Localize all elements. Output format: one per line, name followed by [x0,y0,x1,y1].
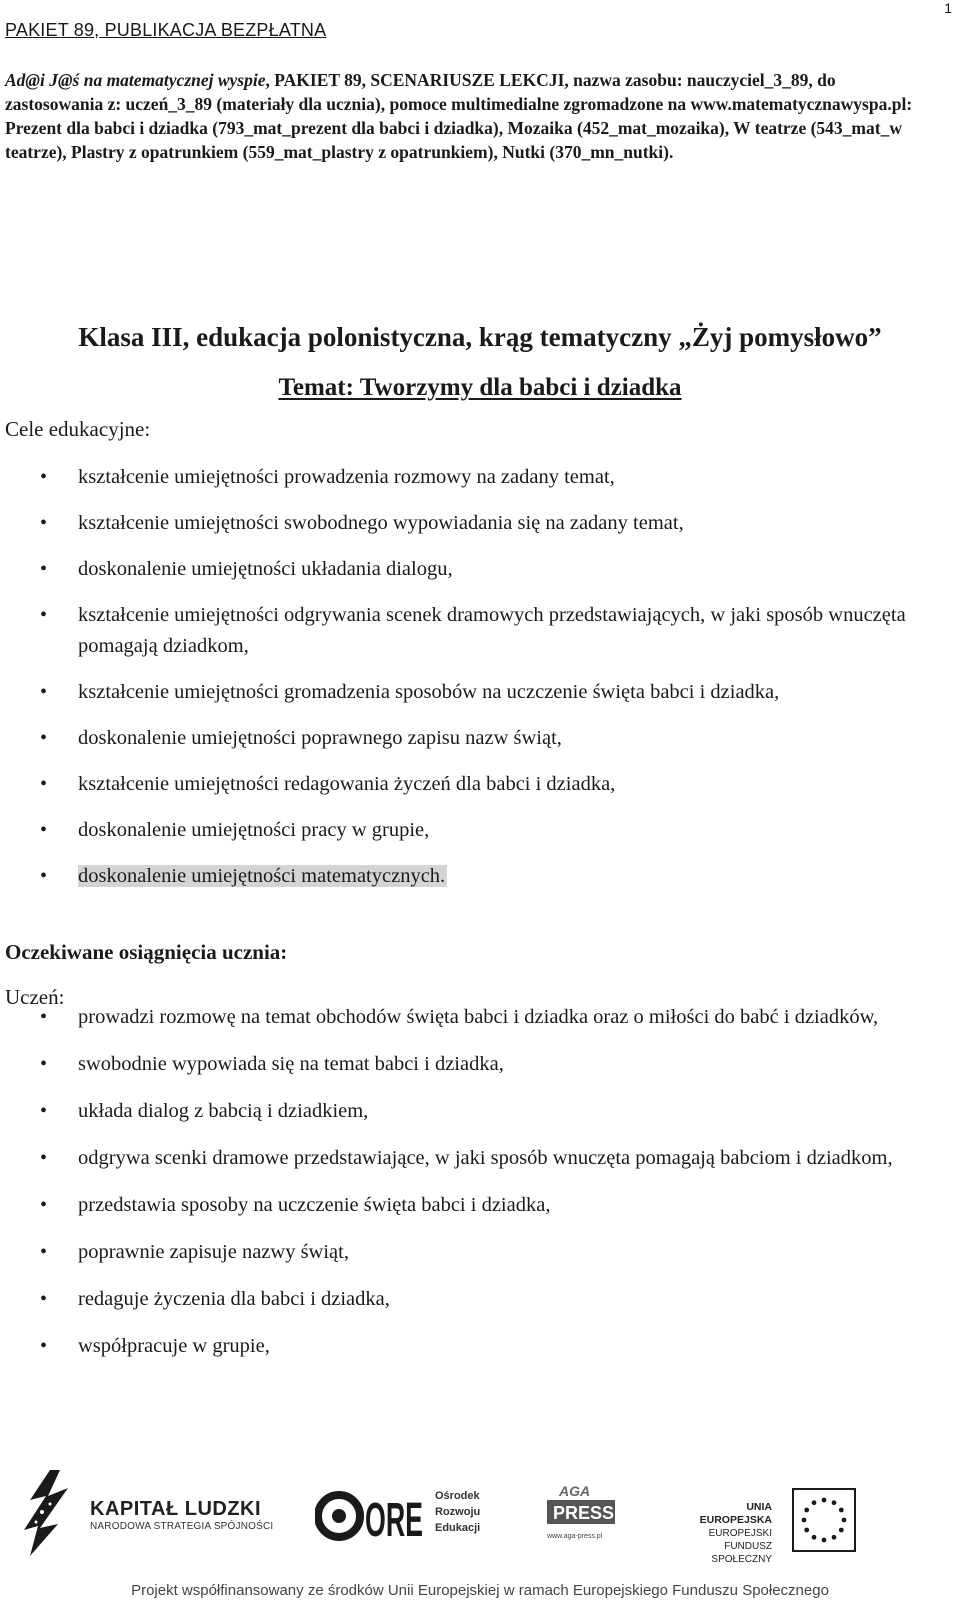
outcomes-heading: Oczekiwane osiągnięcia ucznia: [5,940,288,964]
ue-line-3: FUNDUSZ SPOŁECZNY [711,1541,772,1565]
kl-name: KAPITAŁ LUDZKI [90,1498,262,1520]
aga-press-logo [545,1478,617,1556]
ore-mark-text: ORE [365,1494,423,1544]
list-item: • doskonalenie umiejętności pracy w grupie, [0,815,935,846]
topic-heading [0,374,960,402]
ue-title: UNIA EUROPEJSKA [699,1501,772,1526]
list-item: • doskonalenie umiejętności poprawnego zapisu nazw świąt, [0,723,935,754]
list-item: • swobodnie wypowiada się na temat babci i dziadka, [0,1049,935,1080]
kapital-ludzki-logo-text [90,1498,273,1532]
list-item: • współpracuje w grupie, [0,1331,935,1362]
goals-list [0,462,935,892]
goals-heading: Cele edukacyjne: [5,417,151,441]
eu-flag-icon [792,1488,856,1552]
intro-series-title: Ad@i J@ś na matematycznej wyspie [5,70,266,90]
ue-line-2: EUROPEJSKI [708,1528,772,1539]
list-item: • kształcenie umiejętności prowadzenia rozmowy na zadany temat, [0,462,935,493]
list-item: • doskonalenie umiejętności układania dialogu, [0,554,935,585]
list-item: • układa dialog z babcią i dziadkiem, [0,1096,935,1127]
page-number: 1 [944,0,952,16]
running-head: PAKIET 89, PUBLIKACJA BEZPŁATNA [5,20,327,40]
press-top-text: AGA [559,1483,591,1499]
footer-logos [0,1458,960,1576]
ore-line-3: Edukacji [435,1522,481,1534]
press-url-text: www.aga-press.pl [547,1533,603,1540]
kl-sub: NARODOWA STRATEGIA SPÓJNOŚCI [90,1521,274,1532]
pupil-label: Uczeń: [5,985,65,1009]
list-item: • przedstawia sposoby na uczczenie święta babci i dziadka, [0,1190,935,1221]
list-item: • kształcenie umiejętności odgrywania scenek dramowych przedstawiających, w jaki sposób wnuczęta pomagają dziadkom, [0,600,935,662]
ore-line-2: Rozwoju [435,1506,481,1518]
intro-text: , PAKIET 89, SCENARIUSZE LEKCJI, nazwa zasobu: nauczyciel_3_89, do zastosowania z: uczeń_3_89 (materiały dla ucznia), pomoce multimedialne zgromadzone na www.matematycznawyspa.pl: Prezent dla babci i dziadka (793_mat_prezent dla babci i dziadka), Mozaika (452_mat_mozaika), W teatrze (543_mat_w teatrze), Plastry z opatrunkiem (559_mat_plastry z opatrunkiem), Nutki (370_mn_nutki). [5,70,913,162]
topic-text: Temat: Tworzymy dla babci i dziadka [278,374,682,401]
list-item: • kształcenie umiejętności swobodnego wypowiadania się na zadany temat, [0,508,935,539]
kapital-ludzki-logo-icon [20,1466,75,1558]
list-item: • poprawnie zapisuje nazwy świąt, [0,1237,935,1268]
list-item: • redaguje życzenia dla babci i dziadka, [0,1284,935,1315]
list-item: • odgrywa scenki dramowe przedstawiające, w jaki sposób wnuczęta pomagają babciom i dziadkom, [0,1143,935,1174]
list-item-highlighted: • doskonalenie umiejętności matematycznych. [0,861,935,892]
ore-line-1: Ośrodek [435,1490,480,1502]
intro-paragraph [5,68,930,164]
outcomes-list [0,1002,935,1362]
list-item: • kształcenie umiejętności redagowania życzeń dla babci i dziadka, [0,769,935,800]
class-title: Klasa III, edukacja polonistyczna, krąg tematyczny „Żyj pomysłowo” [78,322,882,352]
eu-logo-text [672,1501,772,1566]
ore-logo-text [435,1488,480,1536]
footer-note: Projekt współfinansowany ze środków Unii Europejskiej w ramach Europejskiego Funduszu Społecznego [131,1582,829,1599]
list-item: • kształcenie umiejętności gromadzenia sposobów na uczczenie święta babci i dziadka, [0,677,935,708]
list-item: • prowadzi rozmowę na temat obchodów święta babci i dziadka oraz o miłości do babć i dziadków, [0,1002,935,1033]
press-mid-text: PRESS [553,1503,615,1523]
ore-logo [315,1488,425,1544]
